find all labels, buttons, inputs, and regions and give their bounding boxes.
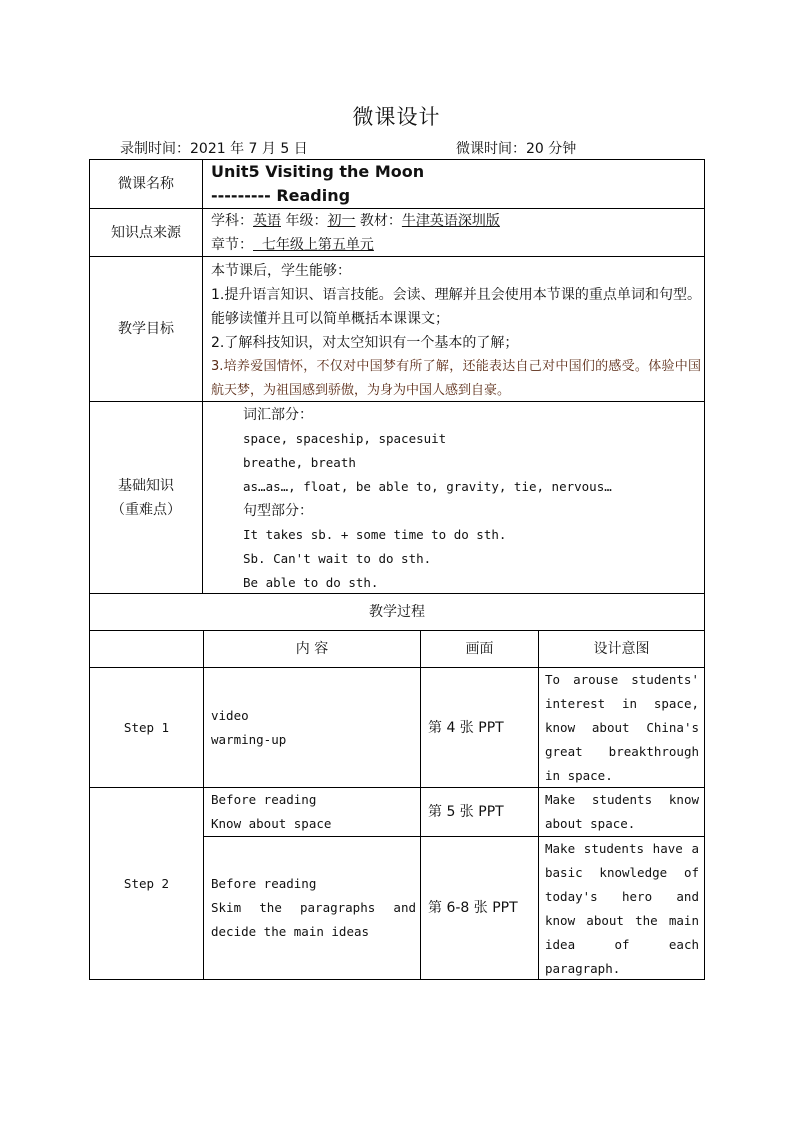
sentence-line-1: It takes sb. + some time to do sth. [243, 527, 507, 542]
subject-value: 英语 [253, 213, 281, 229]
grade-label: 年级： [285, 213, 328, 229]
step-2b-content-line2: Skim the paragraphs and decide the main ideas [211, 900, 416, 939]
course-name-value [211, 160, 701, 208]
step-2b-content [211, 837, 416, 979]
duration-value: 20 分钟 [526, 141, 577, 157]
step-1-content-line2: warming-up [211, 731, 287, 747]
source-line1 [211, 209, 701, 233]
vocab-line-2: breathe, breath [243, 455, 356, 470]
vocab-line-3: as…as…, float, be able to, gravity, tie, nervous… [243, 479, 612, 494]
step-2a-content-line2: Know about space [211, 816, 332, 831]
step-2a-content-line1: Before reading [211, 792, 317, 807]
basics-label-line2: （重难点） [111, 501, 181, 518]
step-1-intent: To arouse students' interest in space, know about China's great breakthrough in space. [545, 672, 699, 783]
step-2a-content [211, 788, 416, 836]
duration [456, 138, 576, 158]
step-1-label: Step 1 [123, 719, 170, 735]
basics-value [243, 403, 701, 593]
duration-label: 微课时间： [456, 141, 526, 157]
objectives-label: 教学目标 [118, 321, 174, 337]
step-2a-screen: 第 5 张 PPT [428, 804, 504, 820]
basics-label [90, 402, 202, 593]
step-2b-screen: 第 6-8 张 PPT [428, 900, 518, 916]
grade-value: 初一 [327, 213, 356, 229]
basics-label-line1: 基础知识 [118, 477, 174, 494]
vocab-heading: 词汇部分： [243, 407, 313, 423]
textbook-label: 教材： [359, 213, 402, 229]
column-header-intent: 设计意图 [593, 641, 650, 657]
column-header-content: 内 容 [295, 641, 329, 657]
record-time [120, 138, 308, 158]
sentence-line-3: Be able to do sth. [243, 575, 379, 590]
course-name-line2: --------- Reading [211, 186, 351, 205]
objectives-value [211, 259, 701, 401]
chapter-value: 七年级上第五单元 [253, 237, 374, 253]
sentence-heading: 句型部分： [243, 503, 313, 519]
course-name-line1: Unit5 Visiting the Moon [211, 162, 425, 181]
source-line2 [211, 233, 701, 257]
record-time-value: 2021 年 7 月 5 日 [190, 141, 308, 157]
record-time-label: 录制时间： [120, 141, 190, 157]
vocab-line-1: space, spaceship, spacesuit [243, 431, 447, 446]
objective-item-1: 1.提升语言知识、语言技能。会读、理解并且会使用本节课的重点单词和句型。能够读懂并且可以简单概括本课课文； [211, 287, 701, 327]
course-name-label: 微课名称 [118, 176, 174, 192]
step-2b-intent: Make students have a basic knowledge of today's hero and know about the main idea of each paragraph. [545, 841, 699, 976]
objective-item-2: 2.了解科技知识，对太空知识有一个基本的了解； [211, 335, 519, 351]
sentence-line-2: Sb. Can't wait to do sth. [243, 551, 432, 566]
objectives-intro: 本节课后，学生能够： [211, 263, 351, 279]
textbook-value: 牛津英语深圳版 [401, 213, 500, 229]
step-1-content-line1: video [211, 707, 249, 723]
step-2a-intent: Make students know about space. [545, 792, 699, 831]
process-heading: 教学过程 [369, 604, 425, 620]
step-1-screen: 第 4 张 PPT [428, 719, 504, 736]
step-2b-content-line1: Before reading [211, 876, 317, 891]
source-value [211, 209, 701, 256]
step-2-label: Step 2 [123, 875, 170, 891]
document-title: 微课设计 [352, 105, 441, 129]
column-header-screen: 画面 [465, 641, 494, 657]
source-label: 知识点来源 [111, 224, 181, 241]
subject-label: 学科： [211, 213, 253, 229]
chapter-label: 章节： [211, 237, 253, 253]
objective-item-3: 3.培养爱国情怀，不仅对中国梦有所了解，还能表达自己对中国们的感受。体验中国航天梦，为祖国感到骄傲，为身为中国人感到自豪。 [211, 359, 701, 398]
step-1-content [211, 668, 416, 787]
